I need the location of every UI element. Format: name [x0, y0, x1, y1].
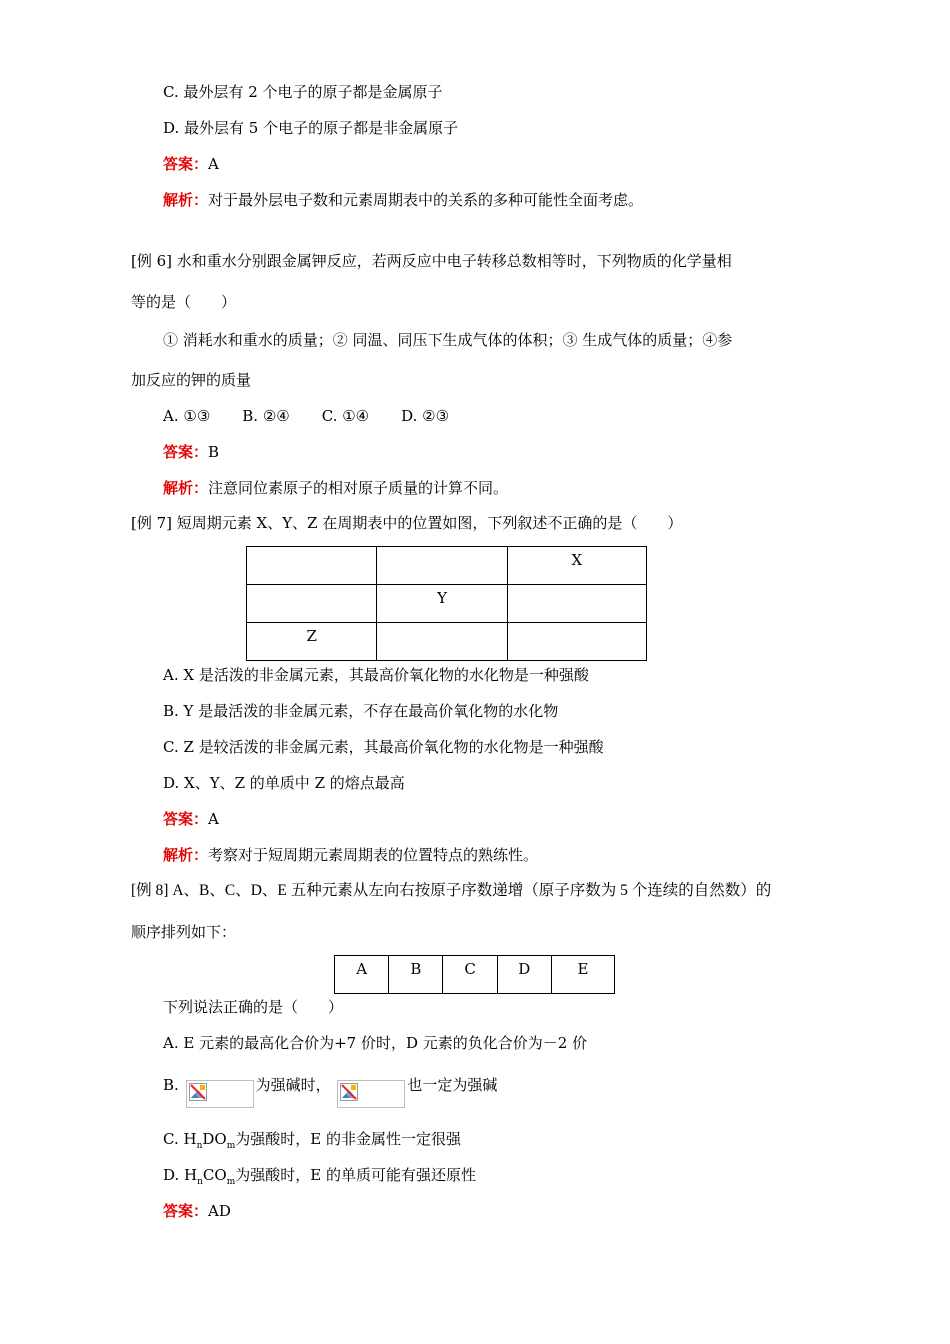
answer-value: A — [208, 155, 219, 173]
answer-label: 答案： — [163, 810, 209, 828]
example8-prompt: 下列说法正确的是（ ） — [163, 998, 344, 1016]
analysis-label: 解析： — [163, 846, 209, 864]
table-cell — [377, 547, 507, 585]
table-cell — [247, 585, 377, 623]
table-cell — [377, 623, 507, 661]
example7-analysis-line — [163, 845, 538, 865]
example6-statements-line1: ① 消耗水和重水的质量；② 同温、同压下生成气体的体积；③ 生成气体的质量；④参 — [163, 331, 733, 349]
example8-answer-line — [163, 1201, 231, 1221]
table-cell — [507, 623, 646, 661]
table-cell: Y — [377, 585, 507, 623]
option-b-end: 也一定为强碱 — [407, 1076, 498, 1094]
table-cell: D — [497, 956, 551, 994]
example7-periodic-table — [246, 546, 647, 661]
example6-answer-line — [163, 442, 219, 462]
broken-image-icon — [337, 1080, 405, 1108]
example6-option-b: B. ②④ — [242, 407, 290, 425]
table-cell — [247, 547, 377, 585]
answer-value: B — [208, 443, 220, 461]
example8-option-b — [163, 1072, 497, 1100]
analysis-line — [163, 190, 643, 210]
analysis-label: 解析： — [163, 479, 209, 497]
analysis-text: 考察对于短周期元素周期表的位置特点的熟练性。 — [208, 846, 539, 864]
example7-option-b: B. Y 是最活泼的非金属元素，不存在最高价氧化物的水化物 — [163, 702, 559, 720]
formula-subscript: n — [196, 1141, 203, 1151]
option-b-prefix: B. — [163, 1076, 179, 1094]
example6-statements-line2: 加反应的钾的质量 — [131, 371, 252, 389]
example8-option-a: A. E 元素的最高化合价为+7 价时，D 元素的负化合价为－2 价 — [163, 1034, 588, 1052]
formula-subscript: n — [197, 1177, 203, 1187]
table-cell: E — [551, 956, 614, 994]
example7-question: [例 7] 短周期元素 X、Y、Z 在周期表中的位置如图，下列叙述不正确的是（ ） — [131, 514, 683, 532]
table-cell: Z — [247, 623, 377, 661]
example7-option-d: D. X、Y、Z 的单质中 Z 的熔点最高 — [163, 774, 405, 792]
answer-label: 答案： — [163, 443, 209, 461]
option-c: C. 最外层有 2 个电子的原子都是金属原子 — [163, 83, 443, 101]
example7-answer-line — [163, 809, 219, 829]
answer-value: AD — [208, 1202, 231, 1220]
example6-option-c: C. ①④ — [321, 407, 370, 425]
example7-option-c: C. Z 是较活泼的非金属元素，其最高价氧化物的水化物是一种强酸 — [163, 738, 604, 756]
table-cell: B — [389, 956, 443, 994]
example6-option-a: A. ①③ — [163, 407, 211, 425]
analysis-text: 对于最外层电子数和元素周期表中的关系的多种可能性全面考虑。 — [208, 191, 644, 209]
example7-option-a: A. X 是活泼的非金属元素，其最高价氧化物的水化物是一种强酸 — [163, 666, 589, 684]
example6-analysis-line — [163, 478, 508, 498]
option-d: D. 最外层有 5 个电子的原子都是非金属原子 — [163, 119, 459, 137]
example8-question-line1: [例 8] A、B、C、D、E 五种元素从左向右按原子序数递增（原子序数为 5 个连续的自然数）的 — [131, 882, 772, 899]
formula-part: C. H — [163, 1130, 197, 1148]
example6-options — [163, 406, 449, 426]
broken-image-icon — [186, 1080, 254, 1108]
answer-value: A — [208, 810, 219, 828]
table-cell — [507, 585, 646, 623]
formula-subscript: m — [226, 1177, 236, 1187]
table-cell: X — [507, 547, 646, 585]
analysis-label: 解析： — [163, 191, 209, 209]
answer-label: 答案： — [163, 155, 209, 173]
option-text: 为强酸时，E 的单质可能有强还原性 — [235, 1166, 476, 1184]
example8-option-d — [163, 1165, 476, 1192]
analysis-text: 注意同位素原子的相对原子质量的计算不同。 — [208, 479, 509, 497]
option-b-mid: 为强碱时， — [255, 1076, 331, 1094]
formula-part: DO — [202, 1130, 227, 1148]
example8-question-line2: 顺序排列如下： — [131, 923, 237, 941]
formula-part: D. H — [163, 1166, 198, 1184]
example6-option-d: D. ②③ — [401, 407, 450, 425]
formula-subscript: m — [226, 1141, 236, 1151]
table-cell: A — [335, 956, 389, 994]
option-text: 为强酸时，E 的非金属性一定很强 — [235, 1130, 461, 1148]
answer-label: 答案： — [163, 1202, 209, 1220]
answer-line — [163, 154, 219, 174]
example6-question-line1: [例 6] 水和重水分别跟金属钾反应，若两反应中电子转移总数相等时，下列物质的化学量相 — [131, 252, 732, 270]
table-cell: C — [443, 956, 497, 994]
example6-question-line2: 等的是（ ） — [131, 293, 237, 311]
formula-part: CO — [202, 1166, 227, 1184]
example8-element-table — [334, 955, 615, 994]
example8-option-c — [163, 1129, 461, 1156]
